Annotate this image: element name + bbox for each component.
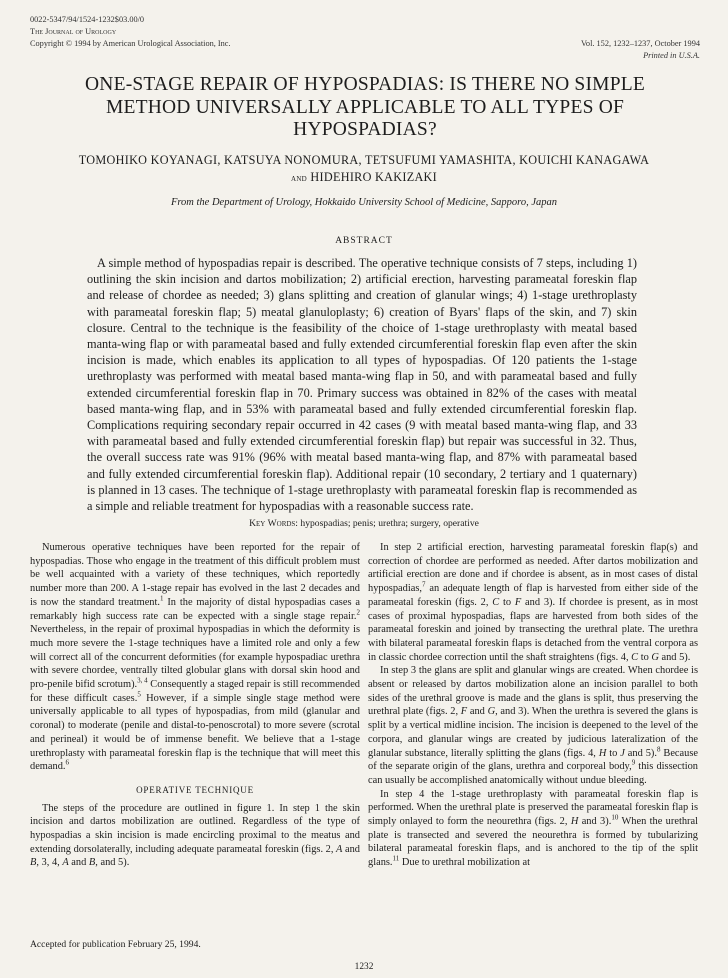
- step3-paragraph: [368, 664, 698, 787]
- keywords-line: [40, 518, 688, 529]
- volume-line: Vol. 152, 1232–1237, October 1994: [581, 39, 700, 48]
- text-run: an adequate length of flap is harvested from either side of the parameatal foreskin (figs. 2,: [368, 583, 698, 608]
- reference-marker: 6: [65, 758, 69, 767]
- text-run: In step 2 artificial erection, harvesting parameatal foreskin flap(s) and correction of chordee are performed as needed. After dartos mobilization and artificial erection are done and if chordee is absent, as in most cases of distal hypospadias,: [368, 542, 698, 595]
- text-run: In the majority of distal hypospadias cases a remarkably high success rate can be expected with a single stage repair.: [30, 596, 360, 622]
- abstract-text: A simple method of hypospadias repair is described. The operative technique consists of 7 steps, including 1) outlining the skin incision and dartos mobilization; 2) artificial erection, harvesting parameatal foreskin flap and release of chordee as needed; 3) glans splitting and creation of glanular wings; 4) 1-stage urethroplasty with parameatal foreskin flap; 5) meatal glanuloplasty; 6) creation of Byars' flaps of the skin, and 7) skin closure. Central to the technique is the feasibility of the choice of 1-stage urethroplasty with meatal based manta-wing flap or with parameatal based and fully extended circumferential foreskin flap even after the skin incision is made, which enables its application to all types of hypospadias. Of 120 patients the 1-stage urethroplasty was performed with meatal based manta-wing flap in 50, and with parameatal based and fully extended circumferential foreskin flap in 70. Primary success was obtained in 82% of the cases with meatal based manta-wing flap, and in 53% with parameatal based and fully extended circumferential foreskin flap. Complications requiring secondary repair occurred in 42 cases (9 with meatal based manta-wing flap, and 33 with parameatal based and fully extended circumferential foreskin flap) but repair was successful in 32. Thus, the overall success rate was 91% (96% with meatal based manta-wing flap, and 87% with parameatal based and fully extended circumferential foreskin flap). Additional repair (10 secondary, 2 tertiary and 1 quaternary) is planned in 13 cases. The technique of 1-stage urethroplasty with parameatal foreskin flap is recommended as a simple and reliable treatment for hypospadias with a reasonable success rate.: [87, 256, 637, 514]
- author-line-1: TOMOHIKO KOYANAGI, KATSUYA NONOMURA, TETSUFUMI YAMASHITA, KOUICHI KANAGAWA: [78, 153, 650, 167]
- reference-marker: 7: [421, 580, 426, 589]
- keywords-label: Key Words:: [249, 518, 298, 529]
- accepted-date: Accepted for publication February 25, 1994.: [30, 939, 201, 950]
- section-heading-operative-technique: OPERATIVE TECHNIQUE: [136, 784, 254, 795]
- reference-marker: 8: [656, 745, 661, 754]
- reference-marker: 11: [392, 854, 400, 863]
- figure-letter: A: [336, 843, 343, 855]
- figure-letter: F: [514, 596, 522, 608]
- left-column: [30, 541, 360, 870]
- intro-paragraph: [30, 541, 360, 774]
- author-last: HIDEHIRO KAKIZAKI: [310, 170, 438, 184]
- text-run: and: [342, 843, 360, 855]
- figure-letter: C: [631, 651, 639, 663]
- text-run: to: [606, 747, 621, 759]
- text-run: Nevertheless, in the repair of proximal hypospadias in which the deformity is much more severe the 1-stage techniques have a limited role and only a few will correct all of the concurrent deformities (for example hypospadiac urethra with severe chordee, ventrally tilted globular glans with dorsal skin hood and pro-penile bifid scrotum).: [30, 624, 360, 691]
- author-and: and: [290, 173, 308, 184]
- figure-letter: G: [487, 706, 496, 718]
- text-run: In step 3 the glans are split and glanular wings are created. When chordee is absent or released by dartos mobilization alone an incision parallel to both sides of the urethral groove is made and the glans is split, thus preserving the urethral plate (figs. 2,: [368, 665, 698, 718]
- journal-header-right: [581, 38, 700, 62]
- technique-paragraph: [30, 802, 360, 871]
- printed-line: Printed in U.S.A.: [643, 51, 700, 60]
- text-run: Due to urethral mobilization at: [399, 857, 530, 869]
- step2-paragraph: [368, 541, 698, 664]
- figure-letter: F: [460, 706, 468, 718]
- journal-header-left: [30, 14, 231, 50]
- text-run: and: [68, 857, 89, 869]
- article-title: ONE-STAGE REPAIR OF HYPOSPADIAS: IS THERE NO SIMPLE METHOD UNIVERSALLY APPLICABLE TO ALL TYPES OF HYPOSPADIAS?: [85, 74, 645, 140]
- figure-letter: B: [30, 857, 37, 869]
- step4-paragraph: [368, 788, 698, 870]
- text-run: to: [499, 596, 515, 608]
- text-run: to: [638, 651, 652, 663]
- text-run: and 3). If chordee is present, as in most cases of proximal hypospadias, flaps are harvested from both sides of the parameatal foreskin and joined by transecting the urethral plate. The urethra with bilateral parameatal foreskin flaps is detached from the ventral corpora as in classic chordee correction until the shaft straightens (figs. 4,: [368, 596, 698, 663]
- author-line-2: [20, 169, 708, 187]
- figure-letter: H: [598, 747, 607, 759]
- text-run: , 3, 4,: [36, 857, 63, 869]
- affiliation: From the Department of Urology, Hokkaido University School of Medicine, Sapporo, Japan: [170, 197, 558, 208]
- text-run: However, if a simple single stage method were universally applicable to all types of hypospadias, from mild (glanular and coronal) to moderate (penile and distal-to-penoscrotal) to more severe (scrotal and perineal) it would be of immense benefit. We believe that a 1-stage urethroplasty with parameatal foreskin flap is the technique that will meet this demand.: [30, 692, 361, 773]
- reference-marker: 3, 4: [137, 676, 148, 685]
- right-column: [368, 541, 698, 870]
- text-run: Consequently a staged repair is still recommended for these difficult cases.: [30, 679, 360, 704]
- figure-letter: J: [620, 747, 625, 759]
- text-run: and: [467, 706, 488, 718]
- code-line: 0022-5347/94/1524-1232$03.00/0: [30, 15, 145, 24]
- reference-marker: 1: [159, 594, 164, 603]
- author-list: [20, 152, 708, 187]
- text-run: Because of the separate origin of the glans, urethra and corporeal body,: [368, 747, 699, 773]
- text-run: Numerous operative techniques have been reported for the repair of hypospadias. Those who engage in the treatment of this difficult problem must be well acquainted with a variety of these techniques, which reportedly number more than 200. A 1-stage repair has evolved in the last 2 decades and is now the standard treatment.: [30, 542, 360, 608]
- reference-marker: 2: [356, 608, 360, 617]
- journal-name: The Journal of Urology: [30, 27, 117, 36]
- text-run: and 5).: [658, 651, 691, 663]
- abstract-heading: ABSTRACT: [335, 236, 393, 246]
- figure-letter: G: [651, 651, 659, 663]
- text-run: In step 4 the 1-stage urethroplasty with parameatal foreskin flap is performed. When the urethral plate is preserved the parameatal foreskin flap is simply onlayed to form the neourethra (figs. 2,: [368, 788, 698, 828]
- keywords-text: hypospadias; penis; urethra; surgery, operative: [300, 518, 479, 529]
- reference-marker: 9: [631, 758, 636, 767]
- text-run: and 3).: [578, 816, 612, 828]
- figure-letter: H: [570, 816, 579, 828]
- figure-letter: B: [88, 857, 96, 869]
- text-run: The steps of the procedure are outlined in figure 1. In step 1 the skin incision and dartos mobilization are outlined. Regardless of the type of hypospadias a skin incision is made encircling proximal to the meatus and extending dorsolaterally, including adequate parameatal foreskin (figs. 2,: [30, 802, 360, 855]
- text-run: When the urethral plate is transected and severed the neourethra is formed by tubularizing bilateral parameatal foreskin flaps, and is anchored to the tip of the split glans.: [368, 816, 698, 869]
- text-run: , and 5).: [95, 857, 130, 869]
- text-run: , and 3). When the urethra is severed the glans is split by a vertical midline incision. The incision is deepened to the level of the corpora, and glanular wings are created by judicious lateralization of the glanular substance, literally splitting the glans (figs. 4,: [368, 706, 698, 759]
- text-run: and 5).: [624, 747, 657, 759]
- page-number: 1232: [354, 962, 374, 972]
- reference-marker: 10: [611, 813, 619, 822]
- copyright-line: Copyright © 1994 by American Urological Association, Inc.: [30, 39, 231, 48]
- figure-letter: C: [492, 596, 500, 608]
- reference-marker: 5: [137, 690, 141, 699]
- text-run: this dissection can usually be accomplished anatomically without undue bleeding.: [368, 761, 699, 786]
- figure-letter: A: [62, 857, 69, 869]
